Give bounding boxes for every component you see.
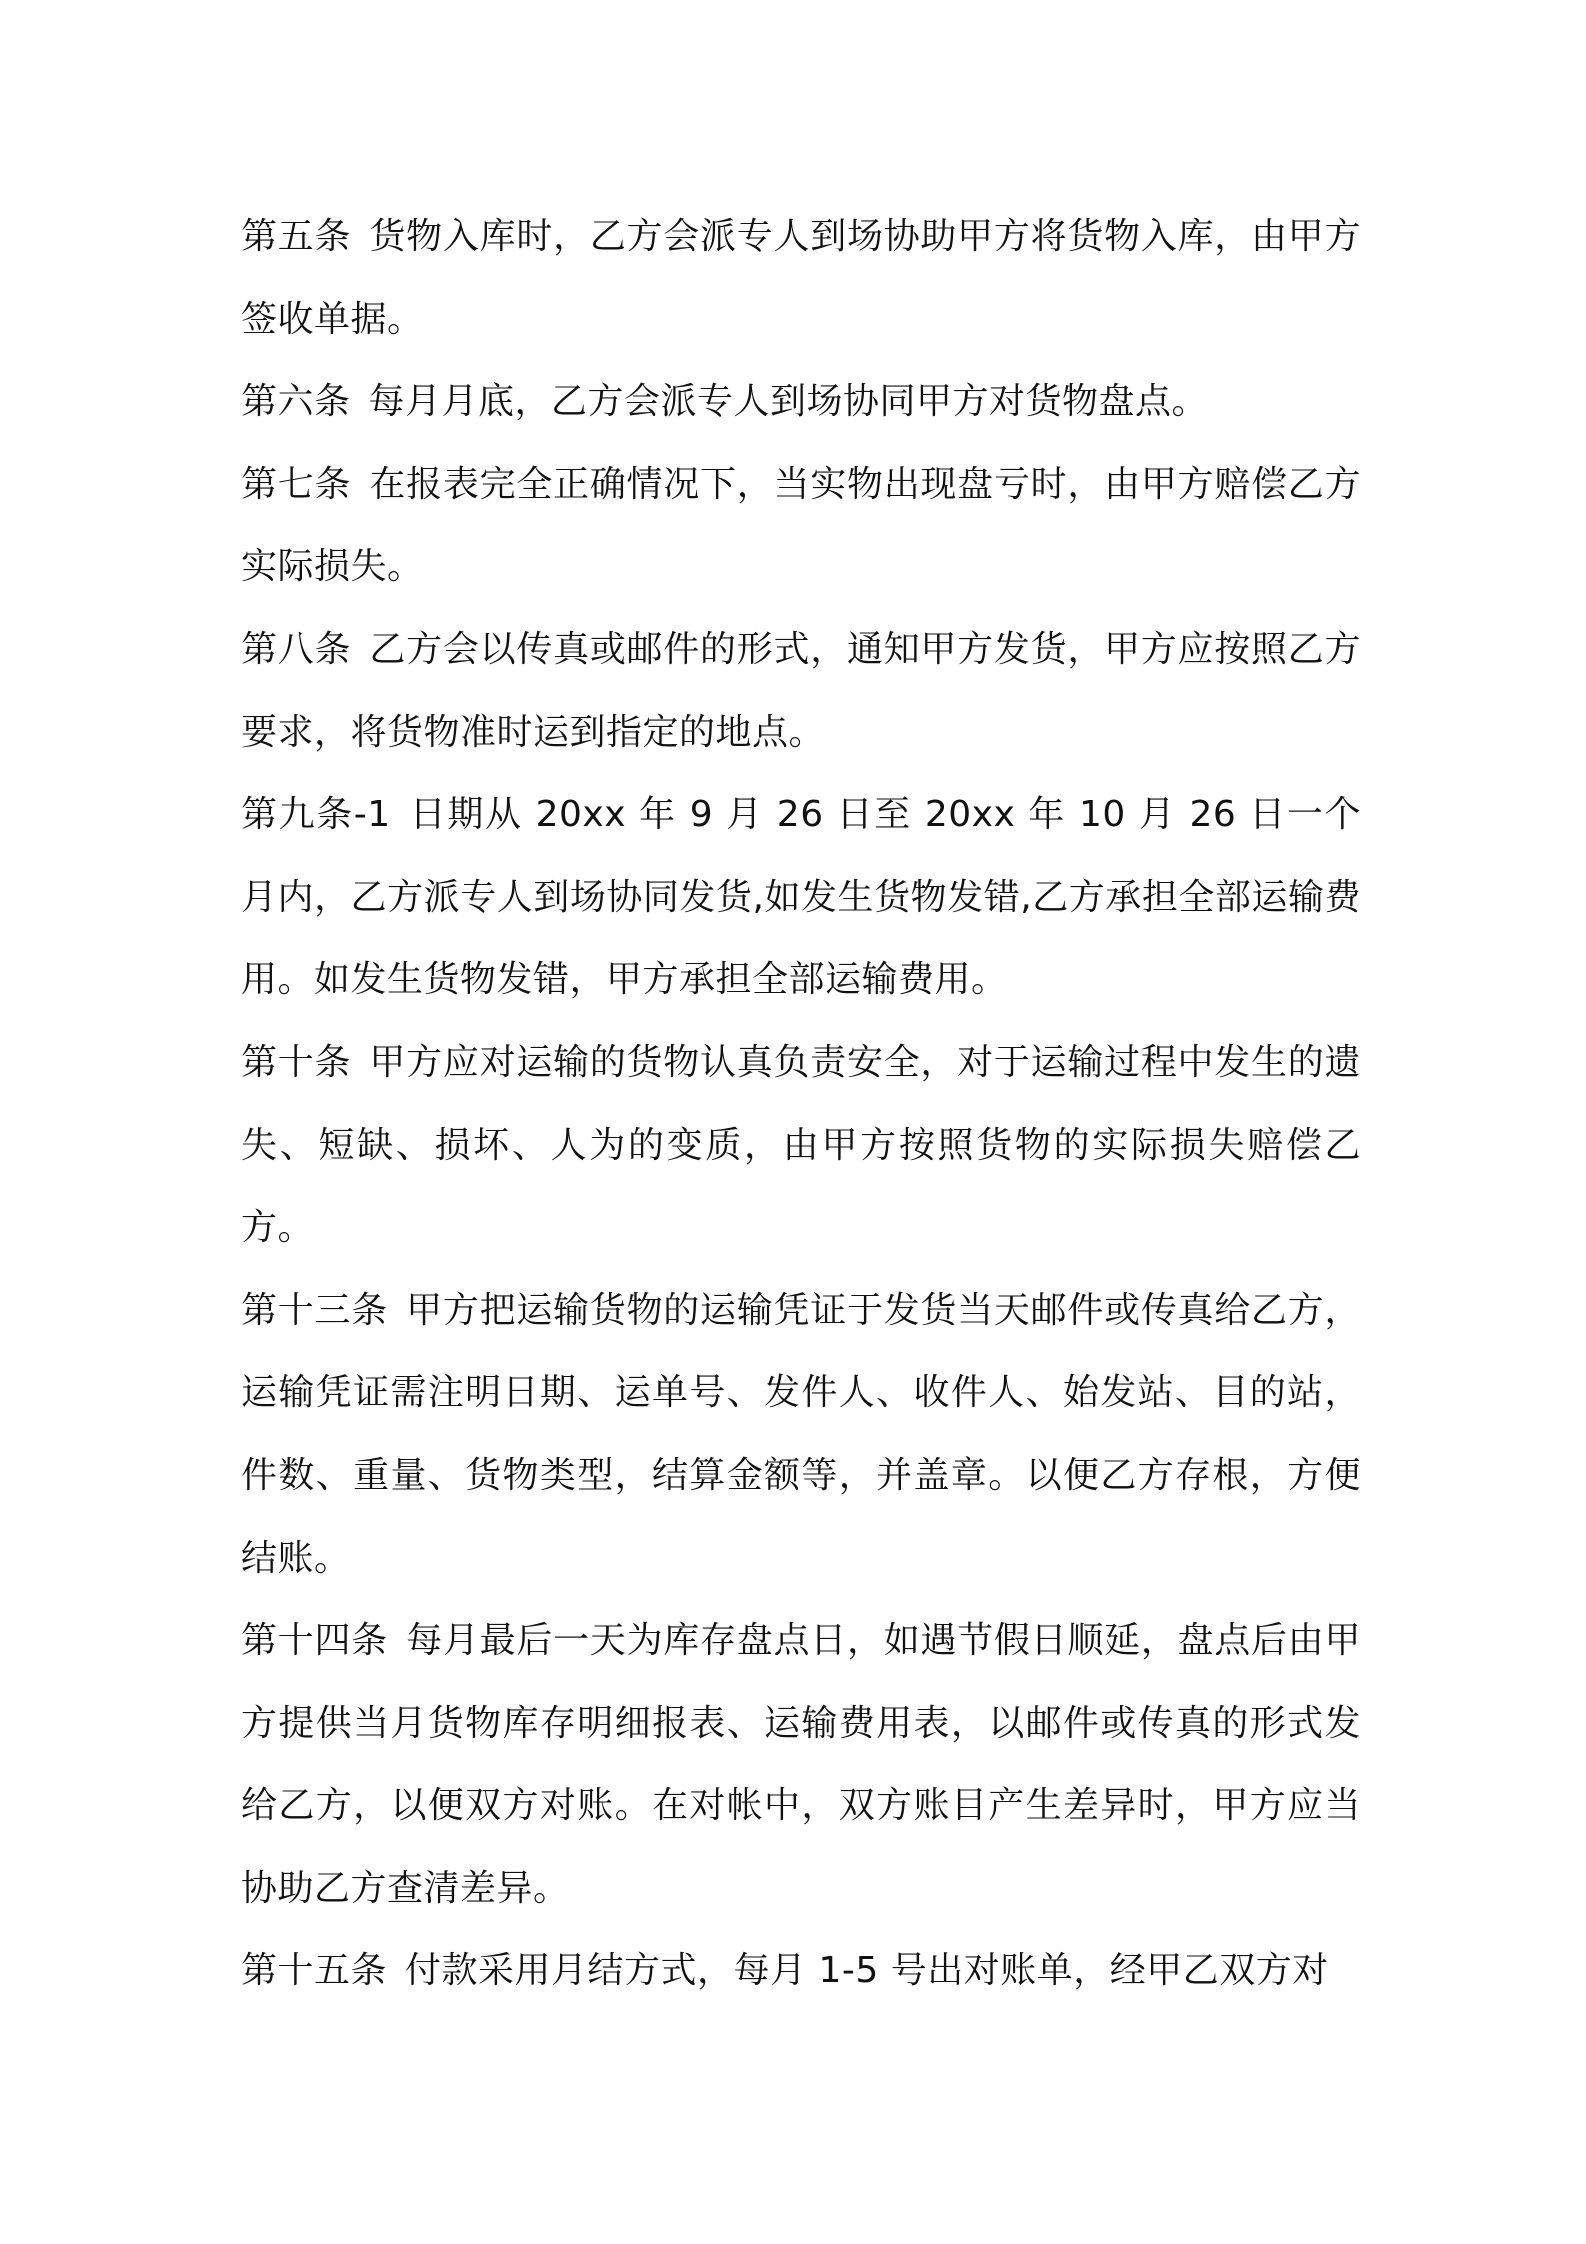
article-heading: 第十五条: [241, 1950, 388, 1992]
article-10: [241, 1022, 1361, 1270]
article-14: [241, 1600, 1361, 1930]
article-heading: 第十四条: [241, 1620, 388, 1662]
article-heading: 第六条: [241, 381, 351, 423]
article-text: 乙方会以传真或邮件的形式，通知甲方发货，甲方应按照乙方要求，将货物准时运到指定的地点。: [241, 628, 1361, 753]
article-heading: 第五条: [241, 216, 352, 257]
article-text: 甲方把运输货物的运输凭证于发货当天邮件或传真给乙方，运输凭证需注明日期、运单号、发件人、收件人、始发站、目的站，件数、重量、货物类型，结算金额等，并盖章。以便乙方存根，方便结账。: [241, 1289, 1361, 1579]
article-text: 甲方应对运输的货物认真负责安全，对于运输过程中发生的遗失、短缺、损坏、人为的变质，由甲方按照货物的实际损失赔偿乙方。: [241, 1041, 1361, 1249]
article-5: [241, 196, 1361, 361]
article-text: 在报表完全正确情况下，当实物出现盘亏时，由甲方赔偿乙方实际损失。: [241, 463, 1361, 588]
article-8: [241, 609, 1361, 774]
article-9-1: [241, 774, 1361, 1022]
article-7: [241, 444, 1361, 609]
article-heading: 第八条: [241, 628, 352, 670]
article-13: [241, 1270, 1361, 1600]
article-heading: 第十三条: [241, 1289, 388, 1331]
article-text: 货物入库时，乙方会派专人到场协助甲方将货物入库，由甲方签收单据。: [241, 216, 1361, 340]
article-text: 每月月底，乙方会派专人到场协同甲方对货物盘点。: [368, 381, 1209, 423]
article-6: [241, 361, 1361, 444]
article-text: 付款采用月结方式，每月 1-5 号出对账单，经甲乙双方对: [405, 1950, 1329, 1992]
article-text: 每月最后一天为库存盘点日，如遇节假日顺延，盘点后由甲方提供当月货物库存明细报表、运输费用表，以邮件或传真的形式发给乙方，以便双方对账。在对帐中，双方账目产生差异时，甲方应当协助乙方查清差异。: [241, 1620, 1361, 1909]
article-text: 日期从 20xx 年 9 月 26 日至 20xx 年 10 月 26 日一个月内，乙方派专人到场协同发货,如发生货物发错,乙方承担全部运输费用。如发生货物发错，甲方承担全部运输费用。: [241, 794, 1361, 1001]
document-body: [241, 196, 1361, 2013]
article-15: [241, 1930, 1361, 2013]
article-heading: 第九条-1: [241, 794, 391, 836]
article-heading: 第七条: [241, 463, 352, 505]
article-heading: 第十条: [241, 1041, 352, 1083]
